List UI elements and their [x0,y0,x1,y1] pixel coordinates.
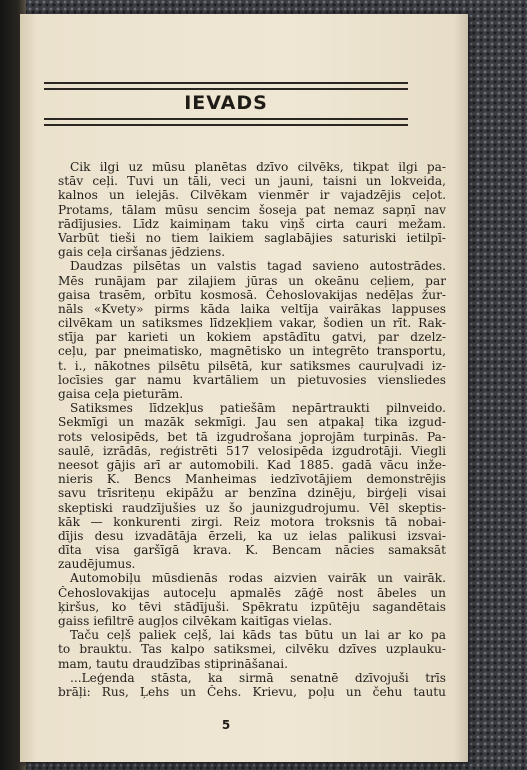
text-line: saulē, izrādās, reģistrēti 517 velosipēda izgudrotāji. Viegli [58,443,446,458]
text-line: brāļi: Rus, Ļehs un Čehs. Krievu, poļu un čehu tautu [58,684,446,699]
text-line: savu trīsriteņu ekipāžu ar benzīna dzinēju, birģeļi visai [58,486,446,501]
text-line: stāv ceļi. Tuvi un tāli, veci un jauni, taisni un lokveida, [58,174,446,189]
text-line: ceļu, par pneimatisko, magnētisko un integrēto transportu, [58,344,446,359]
text-line: gaisa ceļa pieturām. [58,387,184,401]
text-line: stīja par karieti un kokiem apstādītu gatvi, par dzelz- [58,330,446,345]
text-line: kāk — konkurenti zirgi. Reiz motora troksnis tā nobai- [58,514,446,529]
book-page [20,14,468,762]
text-line: Taču ceļš paliek ceļš, lai kāds tas būtu un lai ar ko pa [70,628,446,643]
body-text [58,160,446,699]
text-line: ķiršus, ko tēvi stādījuši. Spēkratu izpūtēju sagandētais [58,599,446,614]
text-line: Daudzas pilsētas un valstis tagad savieno autostrādes. [70,259,446,274]
text-line: gais ceļa ciršanas jēdziens. [58,245,226,260]
text-line: ...Leģenda stāsta, ka sirmā senatnē dzīvojuši trīs [70,670,446,685]
heading-rule-top-inner [44,88,408,90]
text-line: gaisa trasēm, orbītu kosmosā. Čehoslovakijas nedēļas žur- [58,287,446,302]
text-line: Čehoslovakijas autoceļu apmalēs zāģē nost ābeles un [58,585,446,600]
text-line: Varbūt tieši no tiem laikiem saglabājies saturiski ietilpī- [58,230,446,245]
text-line: Protams, tālam mūsu sencim šoseja pat nemaz sapņī nav [58,202,446,217]
text-line: rots velosipēds, bet tā izgudrošana joprojām turpinās. Pa- [58,429,446,444]
text-line: cilvēkam un satiksmes līdzekļiem vakar, šodien un rīt. Rak- [58,316,446,331]
text-line: dījis desu izvadātāja ērzeli, ka uz ielas palikusi izsvai- [58,528,446,543]
text-line: neesot gājis arī ar automobili. Kad 1885. gadā vācu inže- [58,457,446,472]
text-line: to brauktu. Tas kalpo satiksmei, cilvēku dzīves uzplauku- [58,642,446,657]
text-line: Satiksmes līdzekļus patiešām nepārtraukti pilnveido. [70,401,446,416]
text-line: nieris K. Bencs Manheimas iedzīvotājiem demonstrējis [58,472,446,487]
text-line: skeptiski raudzījušies uz šo jaunizgudrojumu. Vēl skeptis- [58,500,446,515]
text-line: dīta visa garšīgā krava. K. Bencam nācies samaksāt [58,543,446,558]
page-number: 5 [221,718,231,732]
text-line: Cik ilgi uz mūsu planētas dzīvo cilvēks, tikpat ilgi pa- [70,160,446,174]
page-curl-shading [454,14,468,762]
text-line: Mēs runājam par zilajiem jūras un okeānu ceļiem, par [58,273,446,288]
text-line: rādījusies. Līdz kaimiņam taku viņš cirta cauri mežam. [58,216,446,231]
text-line: mam, tautu draudzības stiprināšanai. [58,656,289,671]
heading-rule-bottom-inner [44,118,408,120]
heading-rule-bottom-outer [44,124,408,126]
text-line: zaudējumus. [58,557,136,572]
text-line: t. i., nākotnes pilsētu pilsētā, kur satiksmes cauruļvadi iz- [58,358,446,373]
text-line: locīsies gar namu kvartāliem un pietuvosies viensliedes [58,372,446,387]
chapter-heading: IEVADS [184,92,268,114]
text-line: gaiss iefiltrē augļos cilvēkam kaitīgas vielas. [58,614,333,628]
heading-rule-top-outer [44,82,408,84]
text-line: Sekmīgi un mazāk sekmīgi. Jau sen atpakaļ tika izgud- [58,415,446,430]
text-line: Automobiļu mūsdienās rodas aizvien vairāk un vairāk. [70,571,446,586]
text-line: kalnos un ielejās. Cilvēkam vienmēr ir vajadzējis ceļot. [58,188,446,203]
text-line: nāls «Kvety» pirms kāda laika veltīja vairākas lappuses [58,301,446,316]
